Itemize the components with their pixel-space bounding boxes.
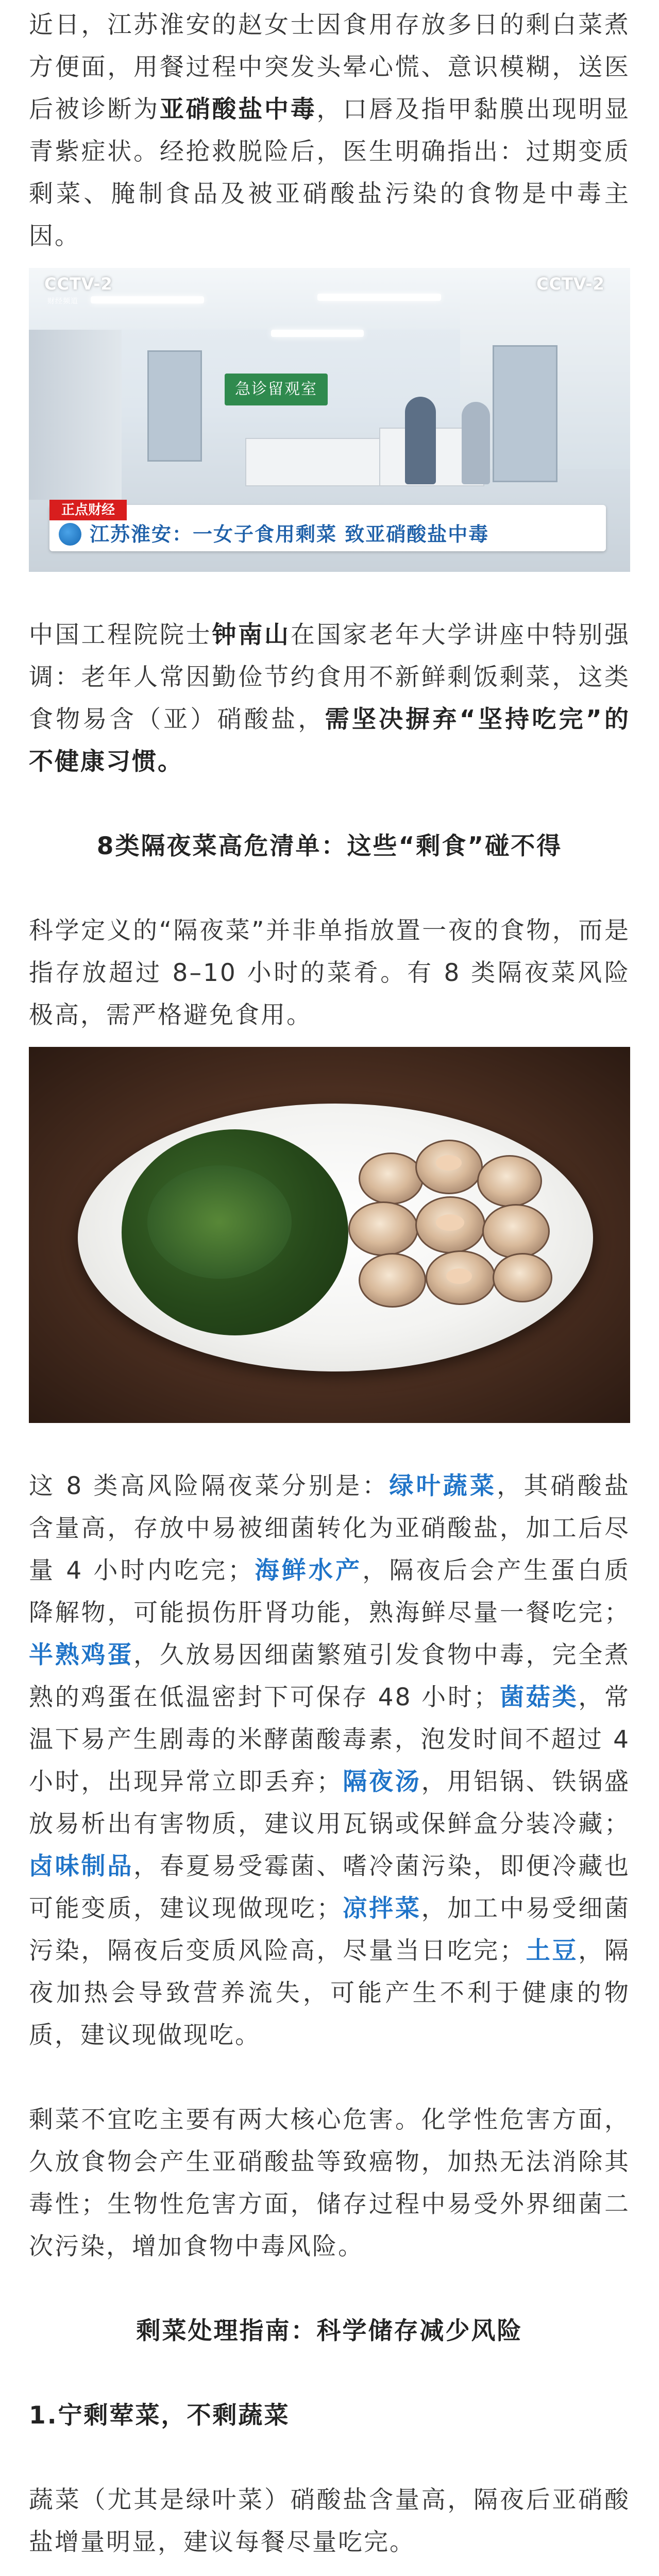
- zhong-text-2: 在国家老年大学讲座中特别强调：老年人常因勤俭节约食用不新鲜剩饭剩菜，这类食物易含（亚）硝酸盐，: [29, 621, 631, 734]
- list-item-keyword: 海鲜水产: [254, 1556, 363, 1585]
- green-vegetables-highlight: [147, 1165, 292, 1279]
- news-caption: 江苏淮安：一女子食用剩菜 致亚硝酸盐中毒: [90, 523, 489, 546]
- intro-text-1: 近日，江苏淮安的赵女士因食用存放多日的剩白菜煮方便面，用餐过程中突发头晕心慌、意识模糊，送医后被诊断为: [29, 11, 630, 124]
- list-item-desc: ，用铝锅、铁锅盛放易析出有害物质，建议用瓦锅或保鲜盒分装冷藏；: [29, 1768, 631, 1838]
- door: [147, 350, 202, 462]
- clam: [359, 1153, 424, 1205]
- person-figure: [462, 402, 490, 484]
- list-item-desc: ，隔夜加热会导致营养流失，可能产生不利于健康的物质，建议现做现吃。: [29, 1937, 631, 2049]
- rule-1-title: 1.宁剩荤菜，不剩蔬菜: [29, 2401, 290, 2430]
- ceiling-light: [271, 330, 364, 337]
- list-item-keyword: 绿叶蔬菜: [389, 1472, 497, 1500]
- list-paragraph: [29, 1465, 630, 2057]
- list-item-keyword: 凉拌菜: [342, 1894, 421, 1923]
- list-item-keyword: 卤味制品: [29, 1852, 134, 1880]
- clam-meat: [436, 1214, 464, 1231]
- clam: [359, 1253, 426, 1308]
- food-plate-image: [29, 1047, 630, 1423]
- person-figure: [405, 397, 436, 484]
- zhong-text-1: 中国工程院院士: [29, 621, 212, 649]
- hospital-bed: [245, 438, 381, 486]
- list-item-desc: ，常温下易产生剧毒的米酵菌酸毒素，泡发时间不超过 4 小时，出现异常立即丢弃；: [29, 1683, 631, 1796]
- globe-icon: [59, 523, 81, 546]
- clam: [493, 1253, 552, 1302]
- list-item-keyword: 隔夜汤: [342, 1768, 421, 1796]
- cctv-channel-name: 财经频道: [47, 297, 78, 306]
- list-lead: 这 8 类高风险隔夜菜分别是：: [29, 1472, 390, 1500]
- harm-paragraph: 剩菜不宜吃主要有两大核心危害。化学性危害方面，久放食物会产生亚硝酸盐等致癌物，加热无法消除其毒性；生物性危害方面，储存过程中易受外界细菌二次污染，增加食物中毒风险。: [29, 2106, 630, 2261]
- section-heading-1: 8类隔夜菜高危清单：这些“剩食”碰不得: [96, 832, 563, 860]
- door: [493, 345, 557, 482]
- intro-text-2: ，口唇及指甲黏膜出现明显青紫症状。经抢救脱险后，医生明确指出：过期变质剩菜、腌制食品及被亚硝酸盐污染的食物是中毒主因。: [29, 95, 631, 250]
- ward-sign: [225, 374, 328, 405]
- science-paragraph: 科学定义的“隔夜菜”并非单指放置一夜的食物，而是指存放超过 8–10 小时的菜肴。有 8 类隔夜菜风险极高，需严格避免食用。: [29, 917, 630, 1029]
- curtain: [29, 330, 122, 500]
- clam: [348, 1201, 418, 1256]
- cctv-logo: CCTV-2: [44, 274, 113, 294]
- zhong-paragraph: [29, 614, 630, 783]
- ceiling-light: [317, 294, 441, 301]
- program-tag: 正点财经: [49, 500, 127, 520]
- list-item-desc: ，加工中易受细菌污染，隔夜后变质风险高，尽量当日吃完；: [29, 1894, 631, 1965]
- clam-meat: [446, 1268, 472, 1284]
- rule-1-body: 蔬菜（尤其是绿叶菜）硝酸盐含量高，隔夜后亚硝酸盐增量明显，建议每餐尽量吃完。: [29, 2486, 630, 2556]
- intro-keyword: 亚硝酸盐中毒: [159, 95, 317, 124]
- intro-paragraph: [29, 4, 630, 258]
- zhong-emphasis: 需坚决摒弃“坚持吃完”的不健康习惯。: [29, 705, 630, 776]
- list-item-keyword: 半熟鸡蛋: [29, 1641, 134, 1669]
- clam: [482, 1204, 550, 1259]
- ceiling-light: [91, 296, 204, 303]
- section-heading-2: 剩菜处理指南：科学储存减少风险: [136, 2317, 523, 2345]
- news-screenshot-image: [29, 268, 630, 572]
- clam-meat: [436, 1155, 462, 1171]
- list-item-desc: ，隔夜后会产生蛋白质降解物，可能损伤肝肾功能，熟海鲜尽量一餐吃完；: [29, 1556, 631, 1627]
- list-item-desc: ，春夏易受霉菌、嗜冷菌污染，即便冷藏也可能变质，建议现做现吃；: [29, 1852, 631, 1923]
- cctv-logo-right: CCTV-2: [536, 274, 605, 294]
- ward-sign-text: 急诊留观室: [235, 380, 317, 398]
- zhong-name: 钟南山: [212, 621, 291, 649]
- list-item-keyword: 土豆: [525, 1937, 579, 1965]
- list-item-desc: ，久放易因细菌繁殖引发食物中毒，完全煮熟的鸡蛋在低温密封下可保存 48 小时；: [29, 1641, 631, 1711]
- list-item-keyword: 菌菇类: [499, 1683, 579, 1711]
- clam: [477, 1155, 542, 1207]
- list-item-desc: ，其硝酸盐含量高，存放中易被细菌转化为亚硝酸盐，加工后尽量 4 小时内吃完；: [29, 1472, 630, 1585]
